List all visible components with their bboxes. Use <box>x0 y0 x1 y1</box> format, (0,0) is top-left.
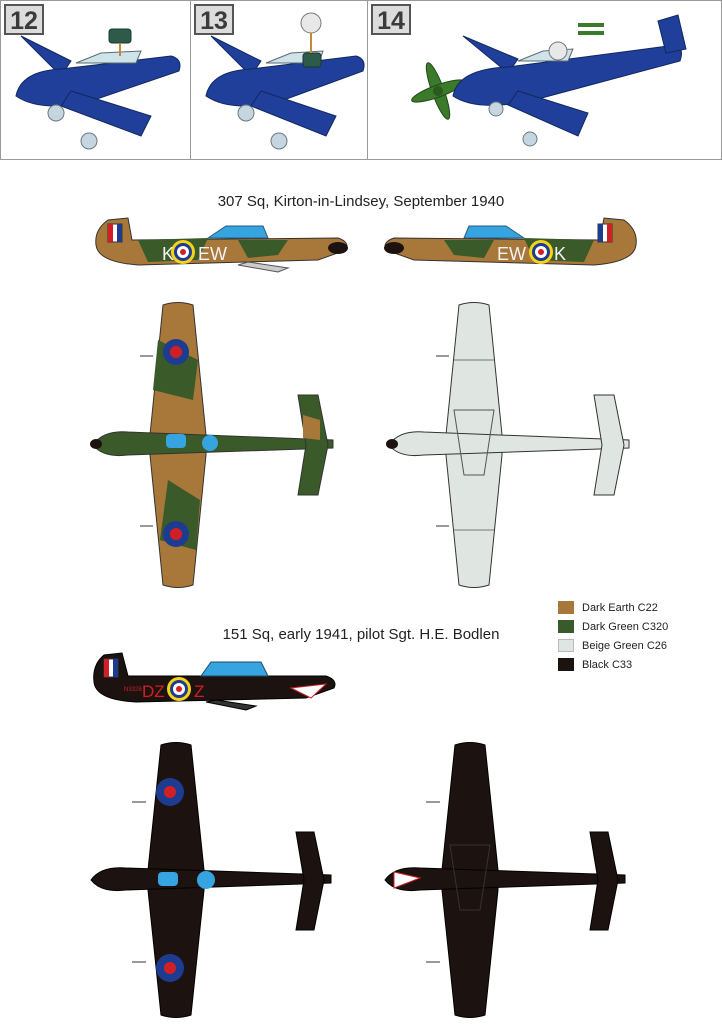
swatch-black <box>558 658 574 671</box>
serial-number: N3328 <box>124 687 142 693</box>
scheme-2-side-profile <box>86 650 341 722</box>
code-letters-dz: DZ <box>142 682 165 701</box>
legend-label: Beige Green C26 <box>582 639 667 652</box>
legend-label: Dark Green C320 <box>582 620 669 633</box>
step-13-panel <box>190 0 368 160</box>
legend-item <box>558 655 668 674</box>
scheme-2-underside-view <box>380 740 635 1020</box>
scheme-1-title: 307 Sq, Kirton-in-Lindsey, September 1940 <box>217 193 505 210</box>
scheme-1-underside-view <box>384 300 644 590</box>
step-12-panel <box>0 0 191 160</box>
scheme-2-top-view <box>86 740 341 1020</box>
step-number: 12 <box>4 4 44 35</box>
scheme-1-left-profile <box>88 210 353 285</box>
code-letters-ew: EW <box>497 244 526 264</box>
scheme-1-right-profile <box>384 210 644 285</box>
scheme-1-top-view <box>88 300 348 590</box>
legend-label: Black C33 <box>582 658 633 671</box>
step-14-aircraft-illustration <box>368 1 722 161</box>
swatch-dark-earth <box>558 601 574 614</box>
legend-label: Dark Earth C22 <box>582 601 658 614</box>
step-14-panel <box>367 0 722 160</box>
code-letter-k: K <box>162 244 175 264</box>
scheme-2-title: 151 Sq, early 1941, pilot Sgt. H.E. Bodlen <box>222 626 500 643</box>
code-letter-z: Z <box>194 682 205 701</box>
step-number: 14 <box>371 4 411 35</box>
step-number: 13 <box>194 4 234 35</box>
code-letter-k: K <box>554 244 567 264</box>
assembly-steps <box>0 0 722 162</box>
code-letters-ew: EW <box>198 244 227 264</box>
legend-item <box>558 598 668 617</box>
